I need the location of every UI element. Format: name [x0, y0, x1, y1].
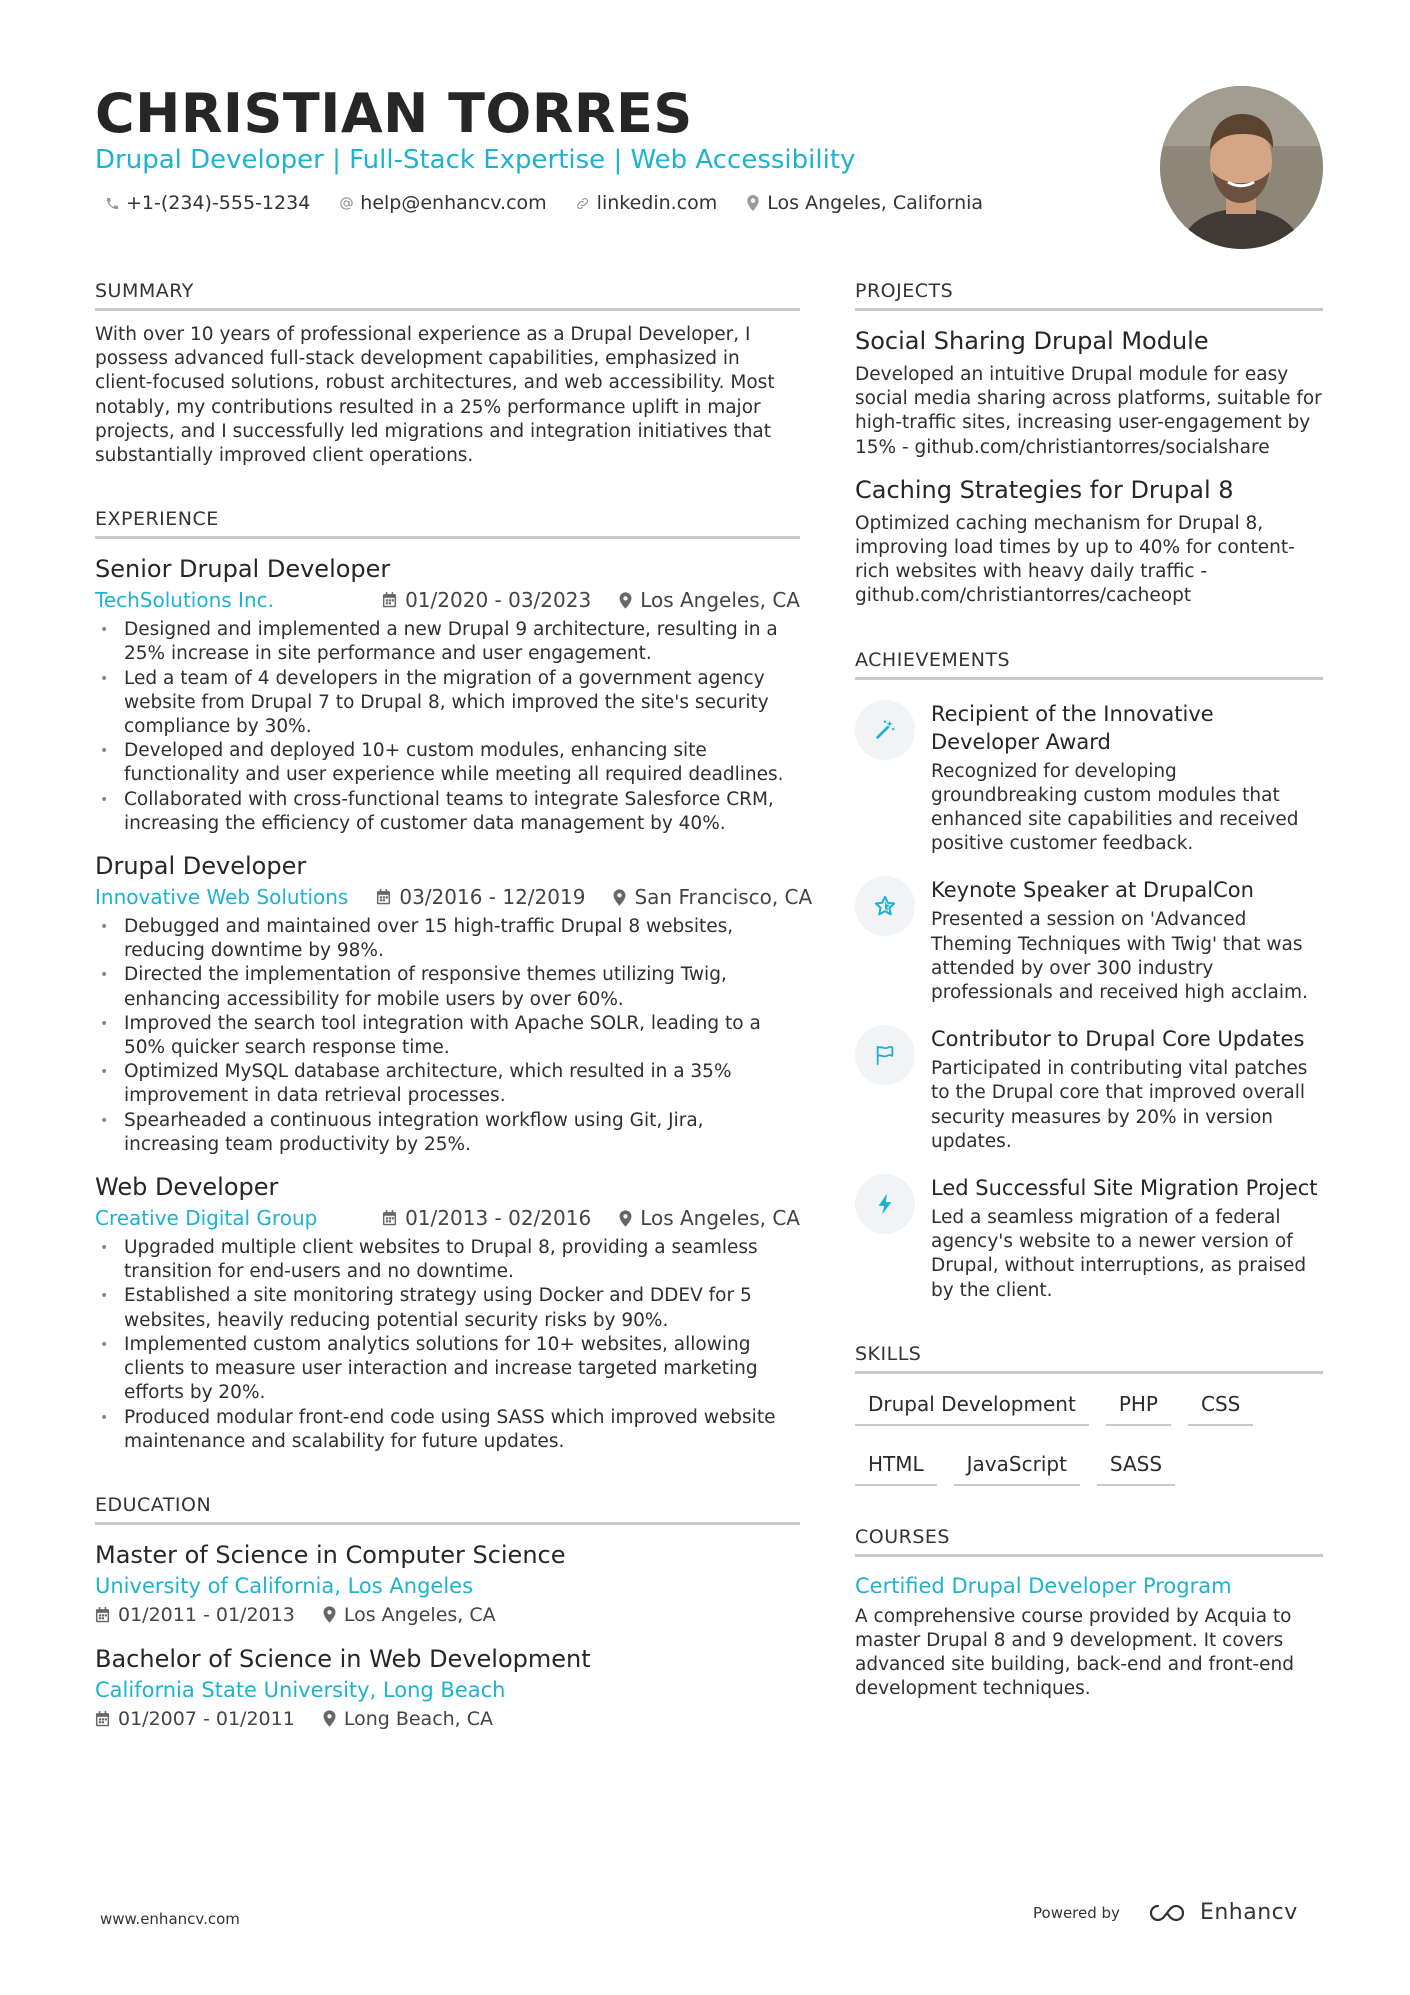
location-pin-icon: [323, 1710, 336, 1727]
company-name: TechSolutions Inc.: [95, 588, 274, 613]
company-name: Creative Digital Group: [95, 1206, 318, 1231]
project-description: Developed an intuitive Drupal module for easy social media sharing across platforms, suitable for high-traffic sites, increasing user-engagement by 15% - github.com/christiantorres/socialshare: [855, 364, 1322, 458]
profile-photo: [1160, 86, 1323, 249]
job-location: San Francisco, CA: [613, 883, 812, 911]
right-column: [855, 278, 1323, 1702]
location-pin-icon: [323, 1606, 336, 1623]
project-item: [855, 325, 1323, 460]
education-section: [95, 1492, 800, 1733]
degree-title: Master of Science in Computer Science: [95, 1540, 566, 1569]
bullet-item: • Implemented custom analytics solutions for 10+ websites, allowing clients to measure user interaction and increase targeted marketing efforts by 20%.: [95, 1333, 800, 1406]
skills-section: [855, 1341, 1323, 1510]
project-title: Caching Strategies for Drupal 8: [855, 475, 1234, 504]
achievement-title: Keynote Speaker at DrupalCon: [931, 878, 1254, 903]
brand-name: Enhancv: [1199, 1900, 1298, 1925]
courses-section: [855, 1524, 1323, 1702]
achievements-heading: ACHIEVEMENTS: [855, 647, 1323, 680]
calendar-icon: [95, 1607, 110, 1623]
job-title: Drupal Developer: [95, 852, 307, 881]
education-dates: 01/2007 - 01/2011: [95, 1705, 295, 1733]
education-meta: [95, 1601, 800, 1629]
bullet-item: • Directed the implementation of responsive themes utilizing Twig, enhancing accessibility for mobile users by over 60%.: [95, 963, 800, 1011]
phone-icon: [104, 195, 120, 211]
experience-item: [95, 1171, 800, 1454]
project-title: Social Sharing Drupal Module: [855, 327, 1209, 355]
skill-tag: JavaScript: [954, 1450, 1080, 1486]
candidate-headline: Drupal Developer | Full-Stack Expertise | Web Accessibility: [95, 145, 856, 175]
candidate-name: CHRISTIAN TORRES: [95, 82, 693, 145]
calendar-icon: [382, 1210, 397, 1226]
education-location: Long Beach, CA: [323, 1705, 493, 1733]
education-location: Los Angeles, CA: [323, 1601, 496, 1629]
contact-location: [745, 190, 983, 216]
job-location: Los Angeles, CA: [619, 1204, 800, 1232]
powered-by-text: Powered by: [1033, 1903, 1120, 1922]
bullet-item: • Designed and implemented a new Drupal 9 architecture, resulting in a 25% increase in site performance and user engagement.: [95, 618, 800, 666]
achievement-title: Contributor to Drupal Core Updates: [931, 1027, 1305, 1052]
bullet-item: • Improved the search tool integration with Apache SOLR, leading to a 50% quicker search response time.: [95, 1012, 800, 1060]
achievement-item: [855, 876, 1323, 1005]
achievement-item: [855, 1174, 1323, 1303]
bullet-item: • Produced modular front-end code using SASS which improved website maintenance and scalability for future updates.: [95, 1406, 800, 1454]
skill-tag: CSS: [1188, 1390, 1253, 1426]
contact-phone[interactable]: [104, 190, 310, 216]
achievement-description: Participated in contributing vital patches to the Drupal core that improved overall security measures by 20% in version updates.: [931, 1058, 1308, 1152]
experience-item: [95, 850, 813, 1157]
footer-branding: [1033, 1900, 1298, 1925]
linkedin-text: linkedin.com: [596, 192, 718, 214]
achievement-title: Led Successful Site Migration Project: [931, 1176, 1318, 1201]
location-text: Los Angeles, California: [767, 192, 984, 214]
education-item: [95, 1643, 800, 1733]
link-icon: [575, 195, 591, 211]
education-item: [95, 1539, 800, 1629]
magic-wand-icon: [855, 700, 915, 760]
skill-tag: Drupal Development: [855, 1390, 1089, 1426]
school-name: California State University, Long Beach: [95, 1677, 506, 1702]
projects-heading: PROJECTS: [855, 278, 1323, 311]
course-description: A comprehensive course provided by Acquia to master Drupal 8 and 9 development. It covers advanced site building, back-end and front-end development techniques.: [855, 1605, 1295, 1700]
degree-title: Bachelor of Science in Web Development: [95, 1644, 591, 1673]
job-title: Web Developer: [95, 1173, 279, 1202]
job-dates: 01/2020 - 03/2023: [382, 586, 591, 614]
job-meta: [95, 883, 813, 911]
job-location: Los Angeles, CA: [619, 586, 800, 614]
bullet-item: • Optimized MySQL database architecture, which resulted in a 35% improvement in data retrieval processes.: [95, 1060, 800, 1108]
flag-icon: [855, 1025, 915, 1085]
achievements-section: [855, 647, 1323, 1303]
job-meta: [95, 586, 800, 614]
email-text: help@enhancv.com: [360, 192, 547, 214]
location-pin-icon: [745, 195, 761, 211]
achievement-item: [855, 1025, 1323, 1154]
contact-email[interactable]: [338, 190, 546, 216]
school-name: University of California, Los Angeles: [95, 1573, 474, 1598]
achievement-description: Led a seamless migration of a federal agency's website to a newer version of Drupal, without interruptions, as praised by the client.: [931, 1207, 1307, 1301]
experience-section: [95, 506, 813, 1454]
job-bullets: [95, 1236, 800, 1454]
job-dates: 03/2016 - 12/2019: [376, 883, 585, 911]
contact-bar: [104, 190, 1011, 216]
education-dates: 01/2011 - 01/2013: [95, 1601, 295, 1629]
calendar-icon: [376, 889, 391, 905]
job-bullets: [95, 915, 800, 1157]
projects-section: [855, 278, 1323, 609]
company-name: Innovative Web Solutions: [95, 885, 349, 910]
contact-linkedin[interactable]: [575, 190, 718, 216]
skills-heading: SKILLS: [855, 1341, 1323, 1374]
bullet-item: • Established a site monitoring strategy using Docker and DDEV for 5 websites, heavily reducing potential security risks by 90%.: [95, 1284, 800, 1332]
bullet-item: • Spearheaded a continuous integration workflow using Git, Jira, increasing team productivity by 25%.: [95, 1109, 800, 1157]
job-dates: 01/2013 - 02/2016: [382, 1204, 591, 1232]
achievement-description: Recognized for developing groundbreaking custom modules that enhanced site capabilities and received positive customer feedback.: [931, 760, 1299, 855]
skills-list: [855, 1390, 1323, 1510]
location-pin-icon: [619, 1210, 632, 1227]
bullet-item: • Developed and deployed 10+ custom modules, enhancing site functionality and user experience while meeting all required deadlines.: [95, 739, 800, 787]
at-icon: [338, 195, 354, 211]
job-bullets: [95, 618, 800, 836]
education-meta: [95, 1705, 800, 1733]
achievement-description: Presented a session on 'Advanced Theming Techniques with Twig' that was attended by over 300 industry professionals and received high acclaim.: [931, 909, 1308, 1004]
skill-tag: SASS: [1097, 1450, 1175, 1486]
skill-tag: PHP: [1106, 1390, 1171, 1426]
bullet-item: • Collaborated with cross-functional teams to integrate Salesforce CRM, increasing the efficiency of customer data management by 40%.: [95, 788, 800, 836]
location-pin-icon: [619, 592, 632, 609]
left-column: [95, 278, 813, 1733]
calendar-icon: [382, 592, 397, 608]
location-pin-icon: [613, 889, 626, 906]
bullet-item: • Led a team of 4 developers in the migration of a government agency website from Drupal 7 to Drupal 8, which improved the site's security compliance by 30%.: [95, 667, 800, 740]
experience-item: [95, 553, 800, 836]
bolt-icon: [855, 1174, 915, 1234]
star-icon: [855, 876, 915, 936]
experience-heading: EXPERIENCE: [95, 506, 800, 539]
education-heading: EDUCATION: [95, 1492, 800, 1525]
job-title: Senior Drupal Developer: [95, 555, 391, 584]
achievement-item: [855, 700, 1323, 857]
courses-heading: COURSES: [855, 1524, 1323, 1557]
summary-heading: SUMMARY: [95, 278, 800, 311]
skill-tag: HTML: [855, 1450, 937, 1486]
bullet-item: • Upgraded multiple client websites to Drupal 8, providing a seamless transition for end-users and no downtime.: [95, 1236, 800, 1284]
summary-section: [95, 278, 800, 468]
project-description: Optimized caching mechanism for Drupal 8, improving load times by up to 40% for content-rich websites with heavy daily traffic - github.com/christiantorres/cacheopt: [855, 512, 1295, 607]
bullet-item: • Debugged and maintained over 15 high-traffic Drupal 8 websites, reducing downtime by 98%.: [95, 915, 800, 963]
enhancv-logo-icon: [1146, 1902, 1192, 1924]
footer-website[interactable]: www.enhancv.com: [100, 1910, 240, 1928]
course-title: Certified Drupal Developer Program: [855, 1573, 1232, 1598]
achievement-title: Recipient of the Innovative Developer Award: [931, 701, 1214, 754]
job-meta: [95, 1204, 800, 1232]
project-item: [855, 474, 1323, 609]
summary-text: With over 10 years of professional experience as a Drupal Developer, I possess advanced full-stack development capabilities, emphasized in client-focused solutions, robust architectures, and web accessibility. Most notably, my contributions resulted in a 25% performance uplift in major projects, and I successfully led migrations and integration initiatives that substantially improved client operations.: [95, 324, 775, 467]
phone-text: +1-(234)-555-1234: [126, 192, 311, 214]
calendar-icon: [95, 1711, 110, 1727]
